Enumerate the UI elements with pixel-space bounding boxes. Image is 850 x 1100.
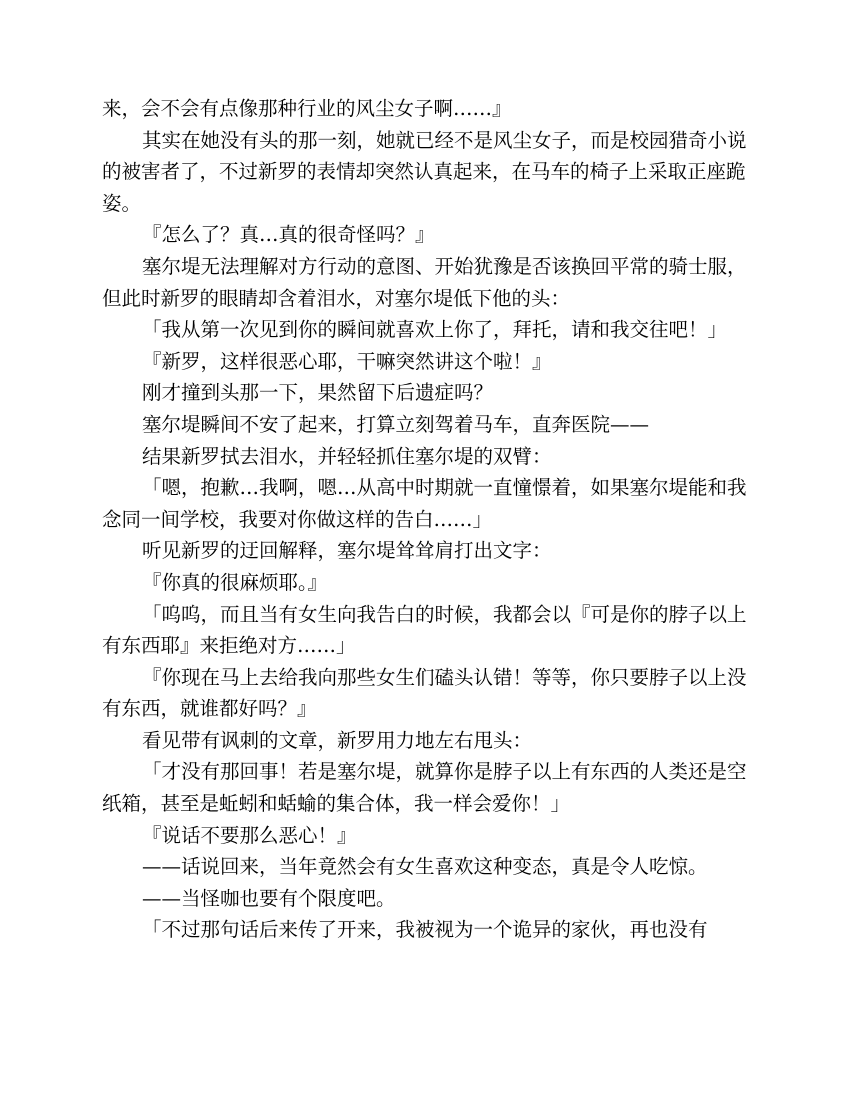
paragraph: 「嗯，抱歉…我啊，嗯…从高中时期就一直憧憬着，如果塞尔堤能和我念同一间学校，我要对你做这样的告白……」: [102, 476, 747, 531]
paragraph: ——当怪咖也要有个限度吧。: [142, 886, 396, 910]
paragraph: 『你真的很麻烦耶。』: [142, 570, 328, 594]
paragraph: 『你现在马上去给我向那些女生们磕头认错！等等，你只要脖子以上没有东西，就谁都好吗？』: [102, 665, 747, 721]
paragraph: 看见带有讽刺的文章，新罗用力地左右甩头：: [142, 728, 533, 752]
paragraph: 『怎么了？真…真的很奇怪吗？』: [142, 223, 435, 247]
paragraph: 『说话不要那么恶心！』: [142, 823, 357, 847]
paragraph: 结果新罗拭去泪水，并轻轻抓住塞尔堤的双臂：: [142, 444, 552, 468]
paragraph: 「不过那句话后来传了开来，我被视为一个诡异的家伙，再也没有: [142, 918, 708, 942]
paragraph: 「才没有那回事！若是塞尔堤，就算你是脖子以上有东西的人类还是空纸箱，甚至是蚯蚓和蛞蝓的集合体，我一样会爱你！」: [102, 760, 747, 816]
paragraph: 其实在她没有头的那一刻，她就已经不是风尘女子，而是校园猎奇小说的被害者了，不过新罗的表情却突然认真起来，在马车的椅子上采取正座跪姿。: [102, 128, 747, 215]
text-body: [102, 93, 748, 946]
paragraph: 『新罗，这样很恶心耶，干嘛突然讲这个啦！』: [142, 349, 552, 373]
paragraph: 「我从第一次见到你的瞬间就喜欢上你了，拜托，请和我交往吧！」: [142, 318, 728, 342]
paragraph: 塞尔堤瞬间不安了起来，打算立刻驾着马车，直奔医院——: [142, 412, 650, 436]
paragraph: ——话说回来，当年竟然会有女生喜欢这种变态，真是令人吃惊。: [142, 855, 708, 879]
paragraph: 塞尔堤无法理解对方行动的意图、开始犹豫是否该换回平常的骑士服，但此时新罗的眼睛却含着泪水，对塞尔堤低下他的头：: [102, 254, 747, 310]
paragraph: 刚才撞到头那一下，果然留下后遗症吗？: [142, 381, 494, 405]
paragraph: 听见新罗的迂回解释，塞尔堤耸耸肩打出文字：: [142, 539, 552, 563]
paragraph: 「呜呜，而且当有女生向我告白的时候，我都会以『可是你的脖子以上有东西耶』来拒绝对方……」: [102, 602, 747, 658]
paragraph: 来，会不会有点像那种行业的风尘女子啊……』: [102, 97, 512, 120]
